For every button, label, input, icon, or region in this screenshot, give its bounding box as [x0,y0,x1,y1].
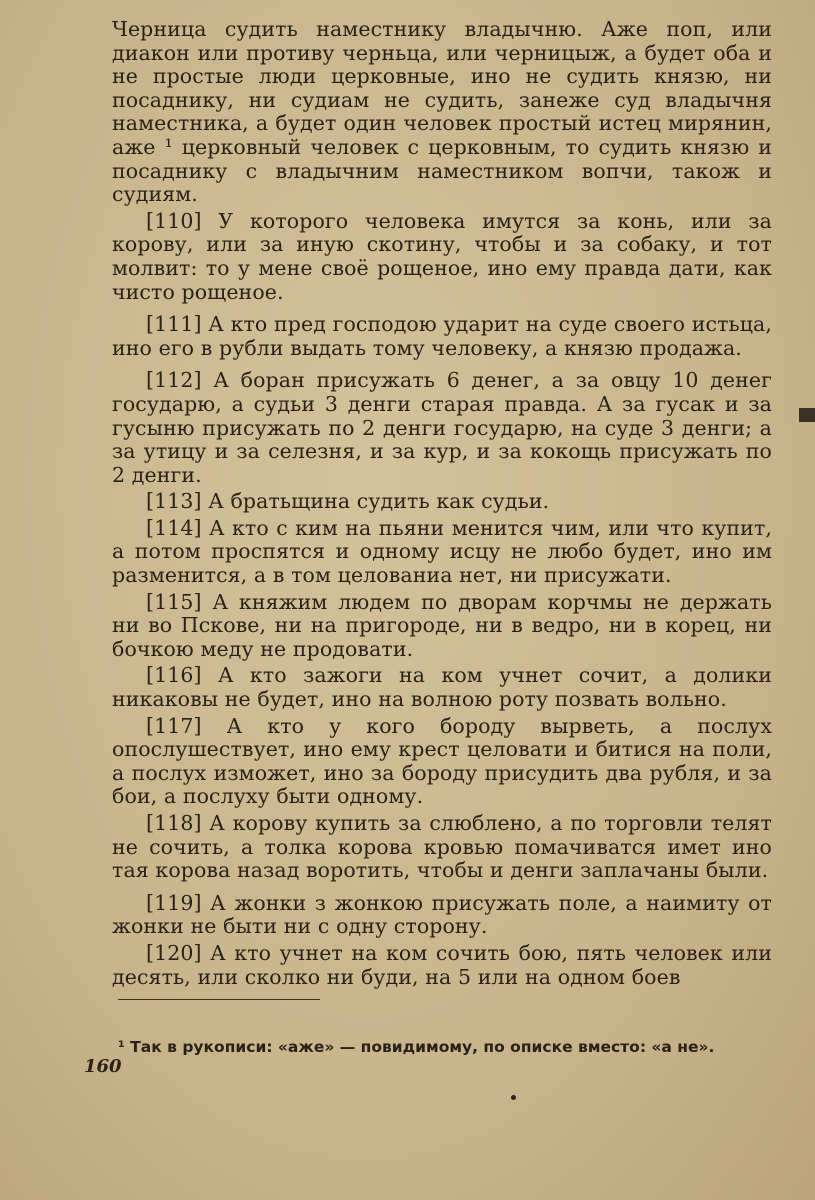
paragraph-118: [118] А корову купить за слюблено, а по торговли телят не сочить, а толка корова кровью помачиватся имет ино тая корова назад воротить, чтобы и денги заплачаны были. [112,811,772,883]
paragraph-111: [111] А кто пред господою ударит на суде своего истьца, ино его в рубли выдать тому человеку, а князю продажа. [112,312,772,360]
page-edge-mark [799,408,815,422]
paragraph-115: [115] А княжим людем по дворам корчмы не держать ни во Пскове, ни на пригороде, ни в ведро, ни в корец, ни бочкою меду не продовати. [112,589,772,661]
footnote-divider [118,999,320,1000]
ink-speck [511,1095,516,1100]
paragraph-117: [117] А кто у кого бороду вырветь, а послух опослушествует, ино ему крест целовати и битися на поли, а послух изможет, ино за бороду присудить два рубля, и за бои, а послуху быти одному. [112,713,772,809]
paragraph-116: [116] А кто зажоги на ком учнет сочит, а долики никаковы не будет, ино на волною роту позвать вольно. [112,663,772,712]
paragraph-112: [112] А боран присужать 6 денег, а за овцу 10 денег государю, а судьи 3 денги старая правда. А за гусак и за гусыню присужать по 2 денги государю, на суде 3 денги; а за утицу и за селезня, и за кур, и за кокощь присужать по 2 денги. [112,368,772,487]
paragraph-110: [110] У которого человека имутся за конь, или за корову, или за иную скотину, чтобы и за собаку, и тот молвит: то у мене своё рощеное, ино ему правда дати, как чисто рощеное. [112,208,772,304]
paragraph-119: [119] А жонки з жонкою присужать поле, а наимиту от жонки не быти ни с одну сторону. [112,890,772,939]
page-number: 160 [84,1056,122,1077]
body-text [112,18,772,992]
paragraph-114: [114] А кто с ким на пьяни менится чим, или что купит, а потом проспятся и одному исцу не любо будет, ино им разменится, а в том целованиа нет, ни присужати. [112,515,772,588]
footnote: ¹ Так в рукописи: «аже» — повидимому, по описке вместо: «а не». [118,1038,715,1056]
paragraph-113: [113] А братьщина судить как судьи. [146,489,550,514]
paragraph-120: [120] А кто учнет на ком сочить бою, пять человек или десять, или сколко ни буди, на 5 или на одном боев [112,940,772,989]
paragraph-continuation: Черница судить наместнику владычню. Аже поп, или диакон или противу черньца, или черницыж, а будет оба и не простые люди церковные, ино не судить князю, ни посаднику, ни судиам не судить, занеже суд владычня наместника, а будет один человек простый истец мирянин, аже ¹ церковный человек с церковным, то судить князю и посаднику с владычним наместником вопчи, також и судиям. [112,17,772,207]
